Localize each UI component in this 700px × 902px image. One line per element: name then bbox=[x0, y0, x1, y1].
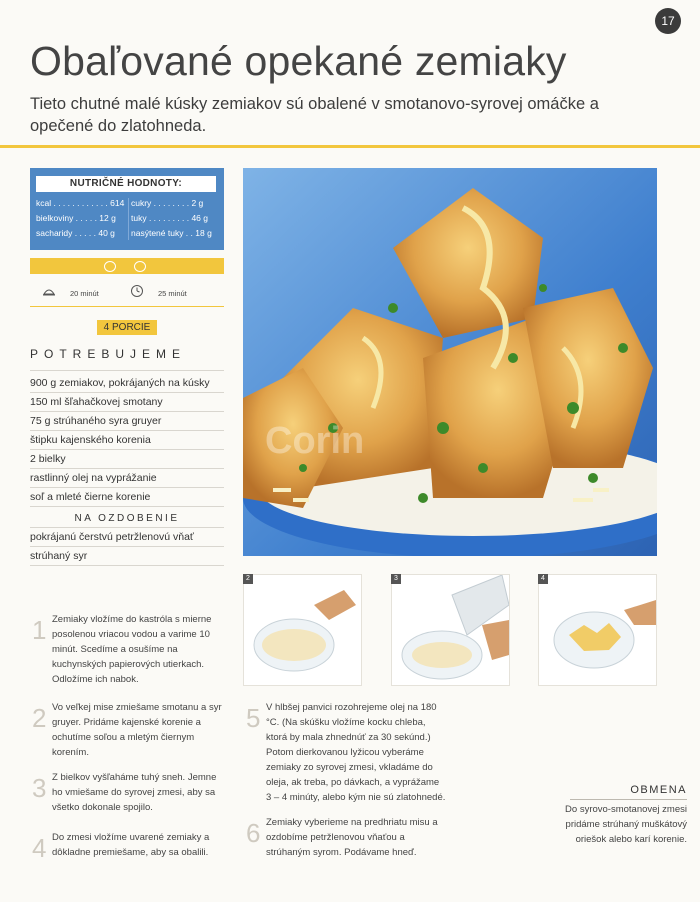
step-text: Z bielkov vyšľaháme tuhý sneh. Jemne ho vmiešame do syrovej zmesi, aby sa všetko dokonale spojilo. bbox=[52, 772, 217, 813]
garnish-item: strúhaný syr bbox=[30, 550, 88, 562]
nutrition-divider bbox=[128, 198, 129, 240]
ingredient-item: 75 g strúhaného syra gruyer bbox=[30, 415, 162, 427]
step-number: 1 bbox=[32, 615, 47, 645]
nutrition-protein: bielkoviny . . . . . 12 g bbox=[36, 213, 116, 223]
garnish-divider bbox=[30, 527, 224, 528]
nutrition-sugar: cukry . . . . . . . . 2 g bbox=[131, 198, 204, 208]
prep-time: 20 minút bbox=[70, 289, 99, 298]
garnish-divider bbox=[30, 565, 224, 566]
ingredient-divider bbox=[30, 449, 224, 450]
step-text: V hlbšej panvici rozohrejeme olej na 180 °C. (Na skúšku vložíme kocku chleba, ktorá by mala zhnednúť za 30 sekúnd.) Potom dierkovanou lyžicou vyberáme zemiaky zo syrovej zmesi, vkladáme do oleja, ak treba, po dávkach, a vyprážame 3 – 4 minúty, alebo kým nie sú zlatohnedé. bbox=[266, 702, 446, 803]
ingredient-divider bbox=[30, 487, 224, 488]
ingredient-item: 2 bielky bbox=[30, 453, 66, 465]
ingredient-item: rastlinný olej na vyprážanie bbox=[30, 472, 157, 484]
prep-time-icon bbox=[42, 284, 56, 298]
step-photo-3 bbox=[391, 574, 510, 686]
step-text: Vo veľkej mise zmiešame smotanu a syr gruyer. Pridáme kajenské korenie a ochutíme soľou a mletým čiernym korením. bbox=[52, 702, 222, 758]
variation-heading: OBMENA bbox=[630, 784, 687, 796]
ingredient-divider bbox=[30, 411, 224, 412]
step-number: 2 bbox=[32, 703, 47, 733]
ingredients-rule bbox=[30, 370, 224, 371]
ingredient-divider bbox=[30, 392, 224, 393]
ingredient-divider bbox=[30, 468, 224, 469]
nutrition-heading: NUTRIČNÉ HODNOTY: bbox=[36, 176, 216, 192]
step-badge: 2 bbox=[243, 574, 253, 584]
ingredient-item: soľ a mleté čierne korenie bbox=[30, 491, 151, 503]
difficulty-icon bbox=[104, 261, 116, 272]
step-photo-4 bbox=[538, 574, 657, 686]
watermark: Corin bbox=[265, 420, 365, 462]
step-text: Zemiaky vyberieme na predhriatu misu a ozdobíme petržlenovou vňaťou a strúhaným syrom. Podávame hneď. bbox=[266, 817, 438, 858]
variation-text: Do syrovo-smotanovej zmesi pridáme strúhaný muškátový oriešok alebo karí korenie. bbox=[565, 804, 687, 845]
step-badge: 3 bbox=[391, 574, 401, 584]
step-number: 4 bbox=[32, 833, 47, 863]
dish-photo bbox=[243, 168, 657, 556]
recipe-subtitle: Tieto chutné malé kúsky zemiakov sú obalené v smotanovo-syrovej omáčke a opečené do zlatohneda. bbox=[30, 95, 599, 135]
times-rule bbox=[30, 306, 224, 307]
nutrition-kcal: kcal . . . . . . . . . . . . 614 bbox=[36, 198, 125, 208]
variation-rule bbox=[570, 799, 687, 800]
ingredients-heading: POTREBUJEME bbox=[30, 347, 187, 361]
step-number: 5 bbox=[246, 703, 261, 733]
step-number: 6 bbox=[246, 818, 261, 848]
ingredient-divider bbox=[30, 430, 224, 431]
garnish-divider bbox=[30, 546, 224, 547]
header-rule bbox=[0, 145, 700, 148]
page-number: 17 bbox=[655, 8, 681, 34]
step-text: Do zmesi vložíme uvarené zemiaky a dôkladne premiešame, aby sa obalili. bbox=[52, 832, 210, 858]
nutrition-saturated: nasýtené tuky . . 18 g bbox=[131, 228, 212, 238]
nutrition-fat: tuky . . . . . . . . . 46 g bbox=[131, 213, 209, 223]
ingredient-divider bbox=[30, 506, 224, 507]
difficulty-bar bbox=[30, 258, 224, 274]
step-badge: 4 bbox=[538, 574, 548, 584]
ingredient-item: 900 g zemiakov, pokrájaných na kúsky bbox=[30, 377, 210, 389]
difficulty-icon bbox=[134, 261, 146, 272]
cook-time-icon bbox=[130, 284, 144, 298]
garnish-heading: NA OZDOBENIE bbox=[74, 513, 180, 524]
nutrition-carbs: sacharidy . . . . . 40 g bbox=[36, 228, 115, 238]
cook-time: 25 minút bbox=[158, 289, 187, 298]
step-number: 3 bbox=[32, 773, 47, 803]
garnish-item: pokrájanú čerstvú petržlenovú vňať bbox=[30, 531, 194, 543]
servings-badge: 4 PORCIE bbox=[97, 320, 157, 335]
ingredient-item: 150 ml šľahačkovej smotany bbox=[30, 396, 163, 408]
recipe-title: Obaľované opekané zemiaky bbox=[30, 38, 567, 84]
step-text: Zemiaky vložíme do kastróla s mierne posolenou vriacou vodou a varime 10 minút. Scedíme a osušíme na kuchynských papierových utierkach. Odložíme ich nabok. bbox=[52, 614, 212, 685]
step-photo-2 bbox=[243, 574, 362, 686]
ingredient-item: štipku kajenského korenia bbox=[30, 434, 151, 446]
